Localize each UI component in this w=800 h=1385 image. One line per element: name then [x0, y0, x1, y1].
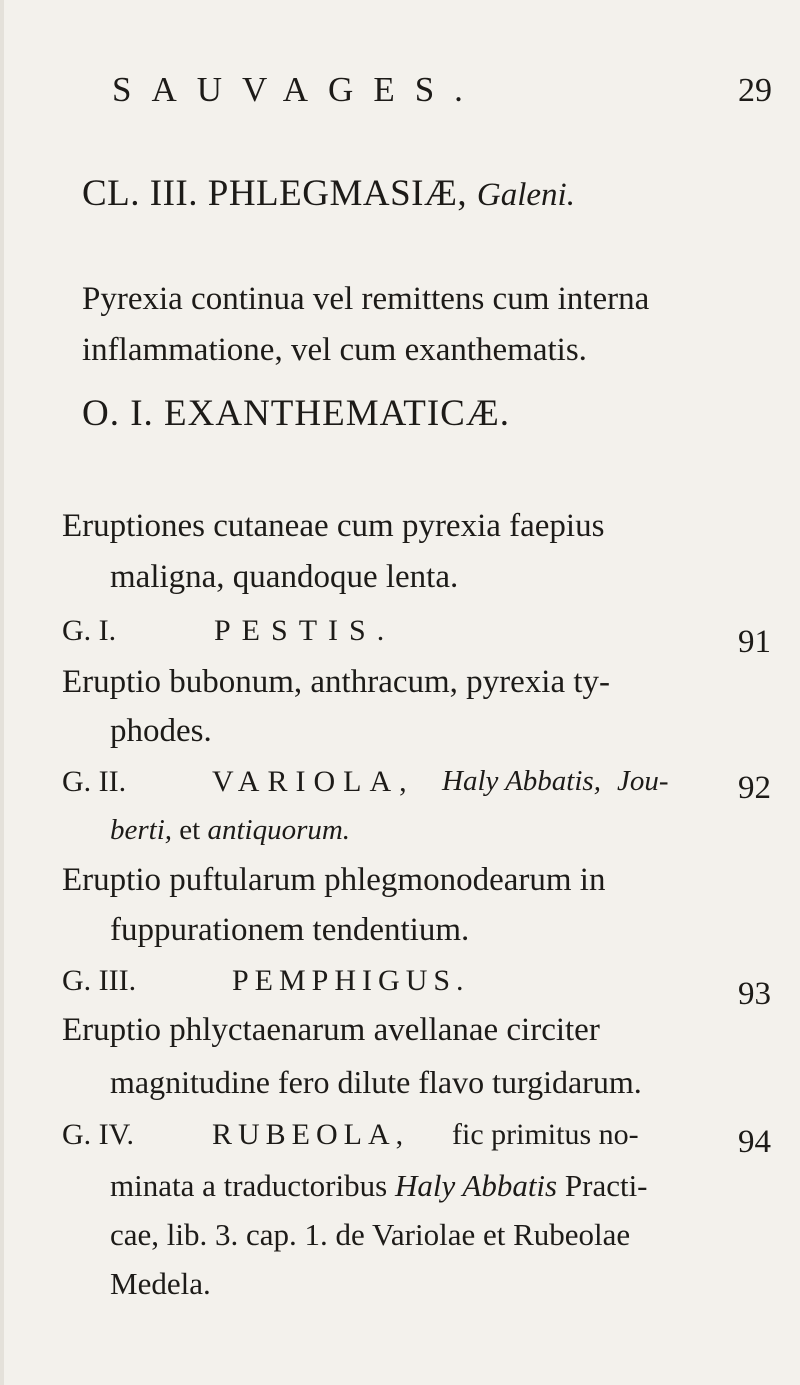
genus-text: fic primitus no- [452, 1118, 639, 1151]
genus-description-line: Eruptio puftularum phlegmonodearum in [62, 862, 606, 898]
class-description-line: Pyrexia continua vel remittens cum interna [82, 281, 650, 317]
genus-label: G. II. [62, 765, 127, 798]
genus-name: PEMPHIGUS. [232, 964, 470, 997]
author-part: Haly Abbatis [394, 1168, 558, 1203]
genus-name: PESTIS. [214, 614, 396, 647]
order-heading: O. I. EXANTHEMATICÆ. [82, 393, 510, 434]
class-description-line: inflammatione, vel cum exanthematis. [82, 332, 587, 368]
class-heading [82, 175, 575, 212]
genus-number: 93 [738, 976, 771, 1012]
genus-heading [62, 1118, 639, 1151]
genus-description-line [110, 1170, 648, 1201]
genus-label: G. I. [62, 614, 117, 647]
page-number: 29 [738, 72, 772, 109]
genus-number: 94 [738, 1124, 771, 1160]
genus-number: 92 [738, 770, 771, 806]
text-part: minata a traductoribus [110, 1168, 388, 1203]
class-label: CL. III. PHLEGMASIÆ, [82, 173, 468, 214]
genus-description-line: phodes. [110, 713, 212, 749]
genus-name: RUBEOLA, [212, 1118, 410, 1151]
page-edge [0, 0, 4, 1385]
attribution-part: antiquorum. [207, 814, 351, 846]
genus-description-line: Eruptio bubonum, anthracum, pyrexia ty- [62, 664, 611, 700]
genus-attribution: Haly Abbatis, [442, 765, 601, 797]
genus-description-line: cae, lib. 3. cap. 1. de Variolae et Rubeolae [110, 1217, 631, 1252]
genus-description-line: Eruptio phlyctaenarum avellanae circiter [62, 1012, 600, 1048]
order-description-line: Eruptiones cutaneae cum pyrexia faepius [62, 508, 605, 544]
genus-attribution-line [110, 816, 350, 845]
class-author: Galeni. [476, 177, 575, 213]
genus-description-line: fuppurationem tendentium. [110, 912, 470, 948]
genus-description-line: magnitudine fero dilute flavo turgidarum. [110, 1064, 642, 1100]
order-description-line: maligna, quandoque lenta. [110, 559, 459, 595]
genus-label: G. III. [62, 964, 137, 997]
attribution-part: berti, [110, 814, 173, 846]
attribution-part: et [179, 814, 201, 846]
running-head: SAUVAGES. [112, 70, 483, 109]
genus-name: VARIOLA, [212, 765, 415, 798]
genus-heading [62, 614, 396, 647]
genus-heading [62, 765, 669, 798]
genus-heading [62, 964, 470, 997]
text-part: Practi- [564, 1168, 648, 1203]
genus-attribution: Jou- [617, 765, 669, 797]
genus-label: G. IV. [62, 1118, 134, 1151]
genus-description-line: Medela. [110, 1266, 211, 1301]
genus-number: 91 [738, 624, 771, 660]
